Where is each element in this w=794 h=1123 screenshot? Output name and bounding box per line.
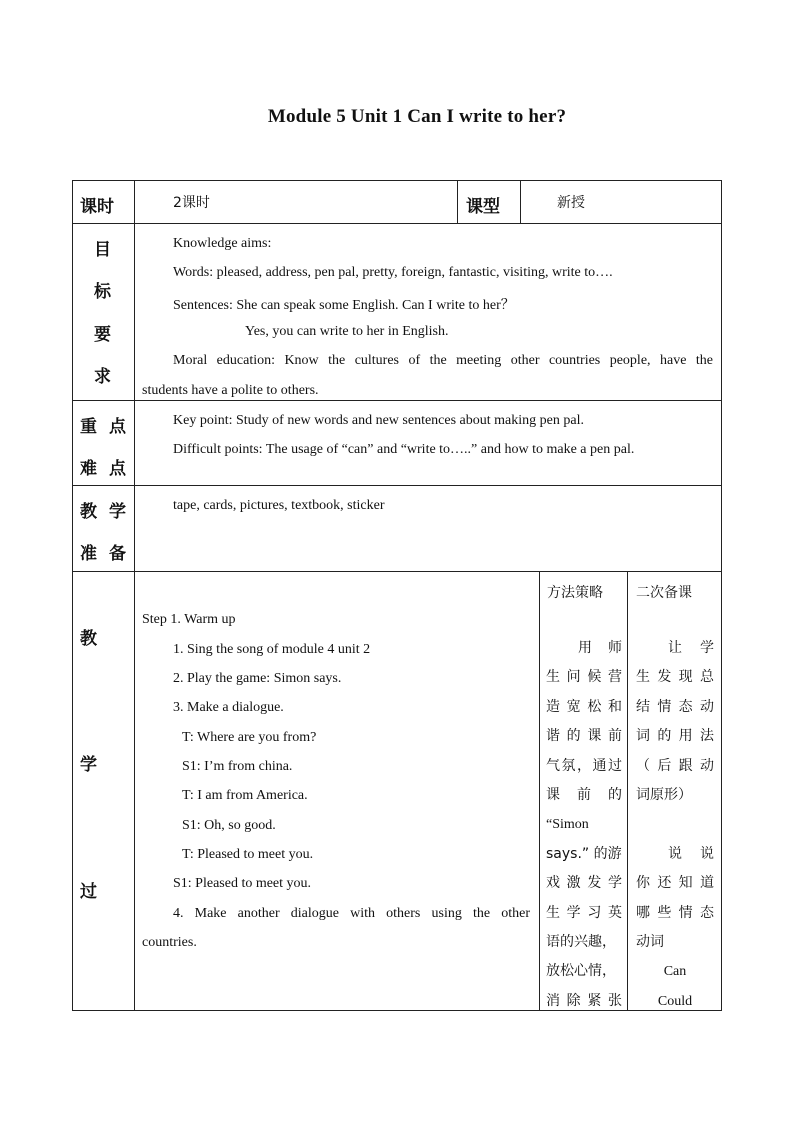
second-prep-line: 哪些情态 xyxy=(636,904,714,921)
objective-line: Sentences: She can speak some English. Can I write to her？ xyxy=(173,298,515,313)
process-line: S1: Oh, so good. xyxy=(182,818,276,833)
second-prep-line xyxy=(636,810,714,839)
process-line: countries. xyxy=(142,935,197,950)
lesson-type-label: 课型 xyxy=(466,197,500,217)
second-prep-line: 词原形） xyxy=(636,786,692,803)
process-line: 2. Play the game: Simon says. xyxy=(173,671,342,686)
key-point-line: Key point: Study of new words and new sentences about making pen pal. xyxy=(173,413,584,428)
strategy-line: 生问候营 xyxy=(546,669,622,686)
process-line: 3. Make a dialogue. xyxy=(173,700,284,715)
objective-line: students have a polite to others. xyxy=(142,383,319,398)
second-prep-column xyxy=(636,634,714,1016)
preparation-text: tape, cards, pictures, textbook, sticker xyxy=(173,498,385,513)
objective-line: Moral education: Know the cultures of the meeting other countries people, have the xyxy=(173,353,713,368)
second-prep-line: 动词 xyxy=(636,933,664,950)
process-line: T: Where are you from? xyxy=(182,730,317,745)
second-prep-line: 让 学 xyxy=(668,640,714,656)
strategy-line: 课 前 的 xyxy=(546,786,622,803)
strategy-line: 语的兴趣， xyxy=(546,933,616,950)
strategy-line: 生学习英 xyxy=(546,904,622,921)
second-prep-line: 结情态动 xyxy=(636,698,714,715)
period-label: 课时 xyxy=(80,197,114,217)
second-prep-line: （后跟动 xyxy=(636,757,714,774)
process-line: T: Pleased to meet you. xyxy=(182,847,314,862)
strategy-line: 气氛，通过 xyxy=(546,757,622,774)
strategy-line: 用 师 xyxy=(578,640,622,656)
second-prep-line: Can xyxy=(663,964,687,980)
lesson-type-value: 新授 xyxy=(557,195,585,211)
process-line: S1: I’m from china. xyxy=(182,759,293,774)
strategy-line: 消除紧张 xyxy=(546,992,622,1009)
objective-line: Yes, you can write to her in English. xyxy=(245,324,449,339)
strategy-line: 戏激发学 xyxy=(546,875,622,892)
strategy-line: 放松心情， xyxy=(546,963,616,980)
process-line: T: I am from America. xyxy=(182,788,308,803)
process-line: 4. Make another dialogue with others using the other xyxy=(173,906,530,921)
difficult-point-line: Difficult points: The usage of “can” and “write to…..” and how to make a pen pal. xyxy=(173,442,635,457)
process-line: 1. Sing the song of module 4 unit 2 xyxy=(173,642,371,657)
second-prep-line: 说 说 xyxy=(668,845,714,862)
strategy-header: 方法策略 xyxy=(547,585,603,601)
process-line: Step 1. Warm up xyxy=(142,612,236,627)
second-prep-line: 你还知道 xyxy=(636,875,714,892)
page-title: Module 5 Unit 1 Can I write to her? xyxy=(267,106,567,127)
second-prep-line: 生发现总 xyxy=(636,669,714,686)
strategy-line: 谐的课前 xyxy=(546,728,622,745)
strategy-line: says.” 的游 xyxy=(546,845,622,862)
strategy-line: “Simon xyxy=(546,817,589,833)
objective-line: Knowledge aims: xyxy=(173,236,272,251)
strategy-column xyxy=(546,634,622,1016)
period-value: 2课时 xyxy=(173,195,210,211)
objective-line: Words: pleased, address, pen pal, pretty, foreign, fantastic, visiting, write to…. xyxy=(173,265,613,280)
process-line: S1: Pleased to meet you. xyxy=(173,876,312,891)
second-prep-line: Could xyxy=(657,993,693,1009)
strategy-line: 造宽松和 xyxy=(546,698,622,715)
second-prep-header: 二次备课 xyxy=(636,585,692,601)
second-prep-line: 词的用法 xyxy=(636,728,714,745)
